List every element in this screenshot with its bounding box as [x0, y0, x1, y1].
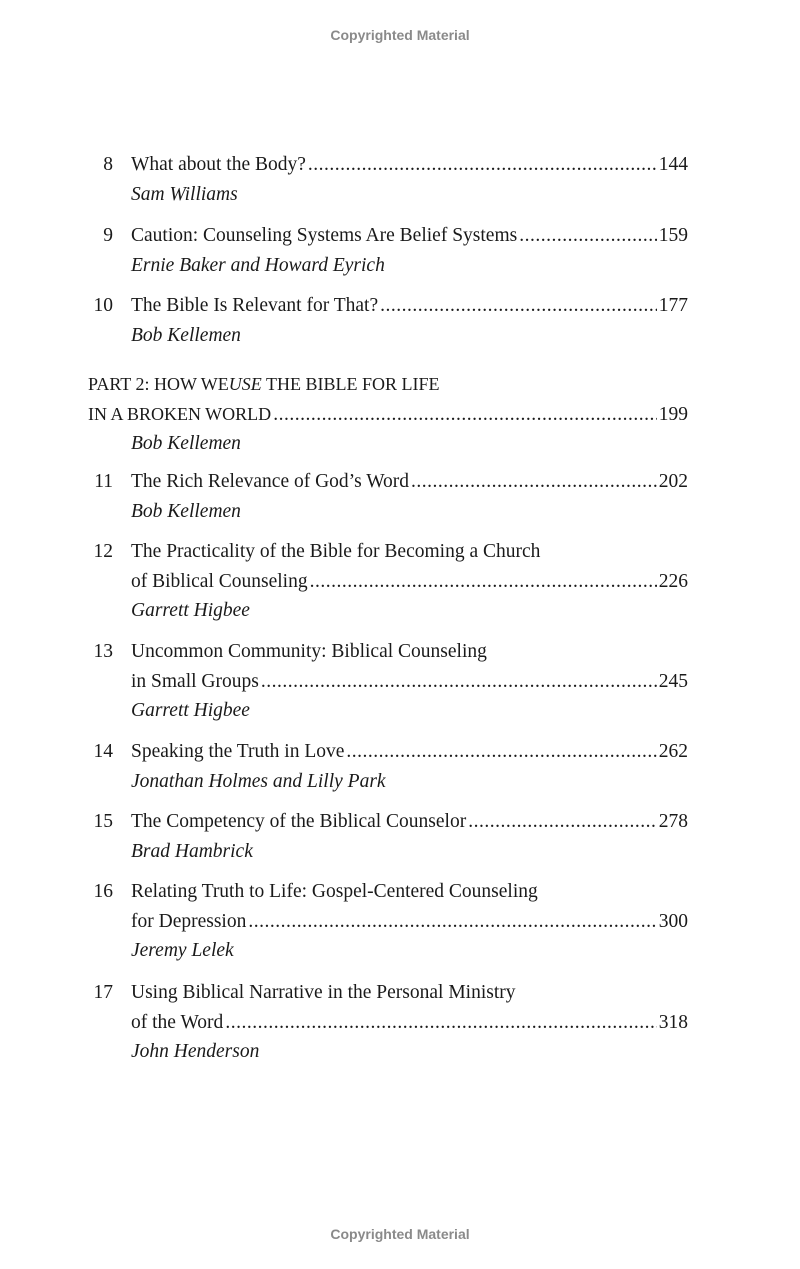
chapter-author: Ernie Baker and Howard Eyrich [131, 254, 385, 276]
chapter-title: Uncommon Community: Biblical Counseling [131, 641, 487, 662]
toc-entry[interactable] [88, 537, 688, 626]
chapter-number: 11 [94, 471, 113, 492]
page-number: 300 [658, 910, 688, 932]
chapter-author: Brad Hambrick [131, 840, 253, 862]
toc-entry[interactable] [88, 467, 688, 526]
chapter-title: The Rich Relevance of God’s Word [131, 471, 410, 492]
dot-leader [273, 400, 657, 430]
chapter-number: 13 [93, 641, 113, 662]
dot-leader [261, 667, 657, 697]
chapter-title: The Bible Is Relevant for That? [131, 295, 379, 316]
part-title-emphasis: USE [228, 374, 262, 394]
page-number: 177 [658, 295, 688, 316]
chapter-number: 17 [93, 982, 113, 1003]
toc-entry[interactable] [88, 737, 688, 796]
toc-entry[interactable] [88, 291, 688, 350]
dot-leader [346, 737, 656, 767]
part-title-suffix: THE BIBLE FOR LIFE [261, 374, 440, 394]
dot-leader [225, 1008, 656, 1038]
toc-part-2[interactable] [88, 370, 688, 459]
chapter-author: John Henderson [131, 1041, 260, 1062]
chapter-title: The Competency of the Biblical Counselor [131, 811, 467, 832]
page-number: 318 [658, 1011, 688, 1033]
chapter-title: Using Biblical Narrative in the Personal Ministry [131, 982, 516, 1003]
part-title-prefix: PART 2: HOW WE [88, 374, 229, 394]
toc-entry[interactable] [88, 978, 688, 1067]
chapter-title: Caution: Counseling Systems Are Belief Systems [131, 225, 518, 246]
page-number: 159 [658, 225, 688, 246]
page-number: 245 [658, 670, 688, 692]
page-number: 226 [658, 570, 688, 592]
dot-leader [468, 807, 657, 837]
chapter-title: Relating Truth to Life: Gospel-Centered Counseling [131, 881, 538, 902]
chapter-author: Bob Kellemen [131, 500, 241, 522]
chapter-title: The Practicality of the Bible for Becoming a Church [131, 541, 541, 562]
chapter-number: 10 [93, 295, 113, 316]
chapter-title: What about the Body? [131, 154, 306, 175]
chapter-number: 15 [93, 811, 113, 832]
chapter-author: Jonathan Holmes and Lilly Park [131, 770, 386, 792]
page-number: 278 [658, 811, 688, 832]
dot-leader [248, 907, 656, 937]
chapter-title: in Small Groups [131, 670, 259, 692]
toc-entry[interactable] [88, 807, 688, 866]
toc-entry[interactable] [88, 637, 688, 726]
chapter-author: Bob Kellemen [131, 324, 241, 346]
chapter-author: Jeremy Lelek [131, 940, 234, 961]
chapter-title: for Depression [131, 910, 247, 932]
chapter-number: 12 [93, 541, 113, 562]
dot-leader [380, 291, 657, 321]
chapter-title: of the Word [131, 1011, 224, 1033]
chapter-number: 14 [93, 741, 113, 762]
chapter-title: of Biblical Counseling [131, 570, 308, 592]
part-page: 199 [658, 403, 688, 425]
dot-leader [308, 150, 657, 180]
chapter-author: Garrett Higbee [131, 700, 250, 721]
dot-leader [411, 467, 657, 497]
page-number: 262 [658, 741, 688, 762]
chapter-number: 16 [93, 881, 113, 902]
chapter-number: 8 [103, 154, 113, 175]
part-author: Bob Kellemen [131, 433, 241, 454]
copyright-header: Copyrighted Material [330, 27, 470, 43]
chapter-title: Speaking the Truth in Love [131, 741, 345, 762]
chapter-author: Sam Williams [131, 183, 238, 205]
toc-entry[interactable] [88, 221, 688, 280]
dot-leader [519, 221, 657, 251]
dot-leader [310, 567, 657, 597]
toc-entry[interactable] [88, 877, 688, 966]
copyright-footer: Copyrighted Material [330, 1226, 470, 1242]
page-number: 144 [658, 154, 688, 175]
part-title-line2: IN A BROKEN WORLD [88, 403, 272, 424]
chapter-author: Garrett Higbee [131, 600, 250, 621]
page-number: 202 [658, 471, 688, 492]
toc-entry[interactable] [88, 150, 688, 209]
chapter-number: 9 [103, 225, 113, 246]
